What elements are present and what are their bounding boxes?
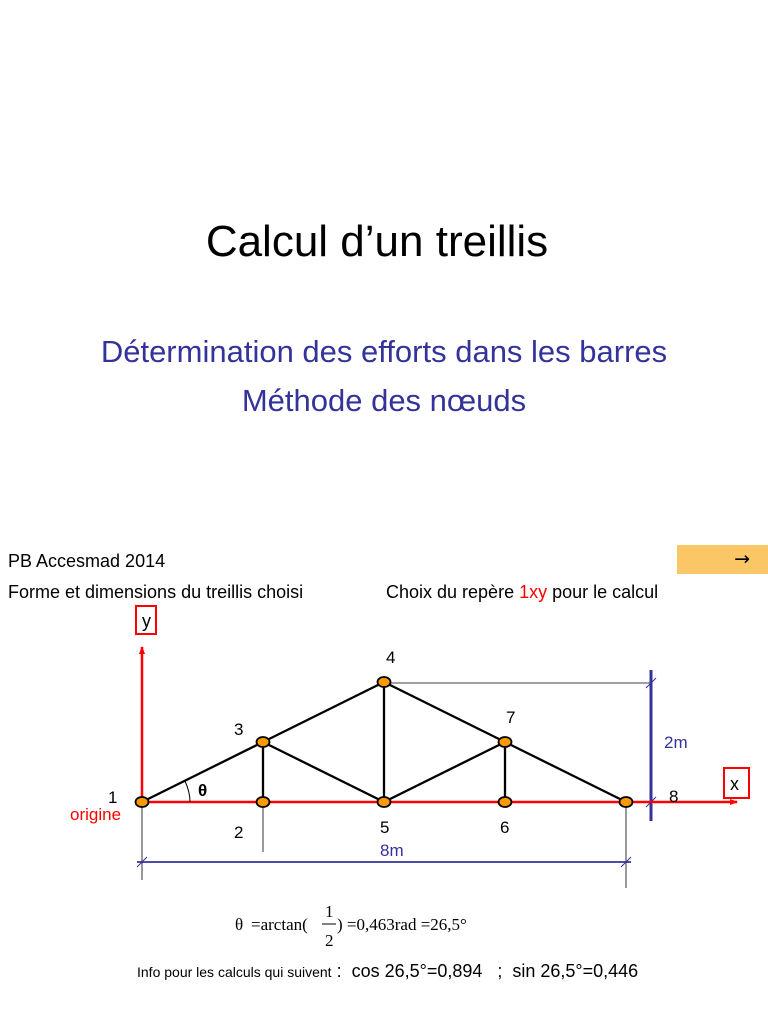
node-label-8: 8	[669, 787, 679, 806]
node-label-4: 4	[386, 648, 396, 667]
bar-3-4	[263, 682, 384, 742]
node-label-2: 2	[234, 823, 244, 842]
subtitle-line-2: Méthode des nœuds	[241, 383, 527, 418]
subtitle-line-1: Détermination des efforts dans les barres	[100, 334, 668, 369]
bar-3-5	[263, 742, 384, 802]
node-label-5: 5	[380, 818, 390, 837]
node-1	[136, 797, 149, 807]
calculation-info	[137, 960, 638, 984]
theta-formula	[235, 902, 467, 950]
formula-part-1: =arctan(	[251, 915, 308, 934]
formula-theta: θ	[235, 915, 244, 934]
info-values: cos 26,5°=0,894 ; sin 26,5°=0,446	[346, 961, 639, 981]
origin-label: origine	[70, 805, 122, 824]
author-label: PB Accesmad 2014	[8, 551, 166, 571]
formula-part-2: ) =0,463rad =26,5°	[337, 915, 467, 934]
node-4	[378, 677, 391, 687]
node-6	[499, 797, 512, 807]
frame-heading-highlight: 1xy	[519, 582, 548, 602]
node-5	[378, 797, 391, 807]
right-arrow-icon: →	[734, 548, 750, 570]
bar-7-5	[384, 742, 505, 802]
bar-7-8	[505, 742, 626, 802]
node-7	[499, 737, 512, 747]
slide-title: Calcul d’un treillis	[205, 217, 549, 266]
node-2	[257, 797, 270, 807]
height-label: 2m	[664, 733, 688, 752]
angle-arc	[185, 781, 190, 802]
node-8	[620, 797, 633, 807]
info-colon: :	[331, 961, 347, 981]
node-3	[257, 737, 270, 747]
y-axis-label: y	[142, 611, 151, 631]
frame-heading-prefix: Choix du repère	[386, 582, 520, 602]
bar-4-7	[384, 682, 505, 742]
node-label-1: 1	[108, 788, 118, 807]
formula-numerator: 1	[325, 902, 334, 921]
node-label-6: 6	[500, 818, 510, 837]
angle-label: θ	[198, 781, 208, 800]
truss-bars	[142, 682, 626, 802]
node-label-7: 7	[506, 708, 516, 727]
frame-heading-suffix: pour le calcul	[547, 582, 659, 602]
x-axis-label: x	[730, 774, 739, 794]
node-label-3: 3	[234, 720, 244, 739]
truss-shape-heading: Forme et dimensions du treillis choisi	[8, 582, 304, 602]
width-label: 8m	[380, 841, 404, 860]
formula-denominator: 2	[325, 931, 334, 950]
info-prefix: Info pour les calculs qui suivent	[137, 964, 332, 980]
